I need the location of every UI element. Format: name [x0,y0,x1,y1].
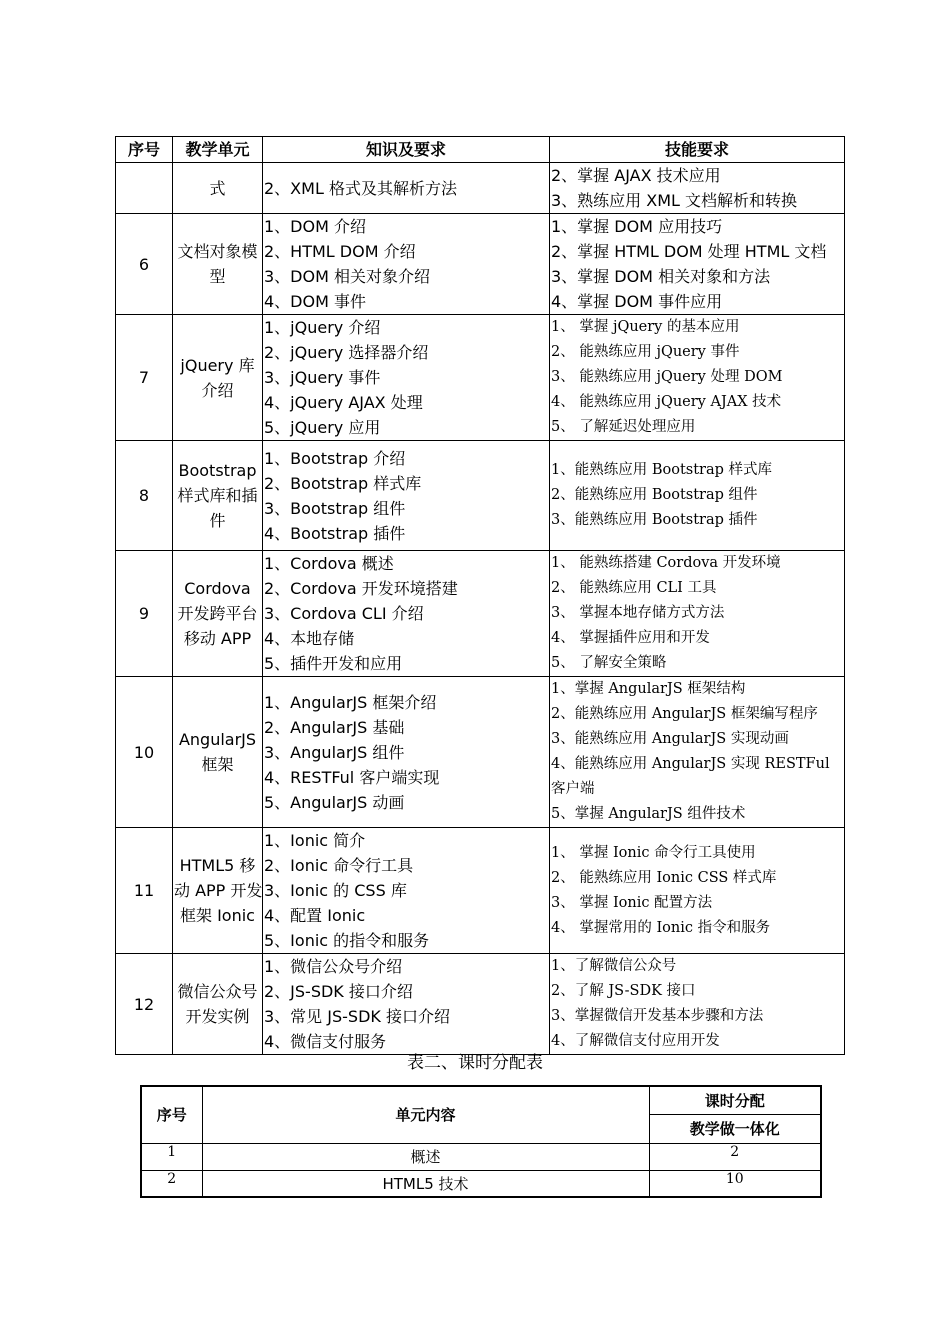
skills-cell [550,441,845,551]
knowledge-item: 5、jQuery 应用 [264,418,381,437]
row-number [116,163,173,214]
unit-line: 框架 [201,755,234,774]
header-skills: 技能要求 [550,137,845,163]
table-row [116,441,845,551]
table2-header-row [141,1086,821,1114]
knowledge-item: 3、jQuery 事件 [264,368,381,387]
skill-item: 3、熟练应用 XML 文档解析和转换 [551,191,798,210]
table-row [116,677,845,828]
skill-item: 4、掌握 DOM 事件应用 [551,292,723,311]
unit-line: 移动 APP [183,629,252,648]
table-row [116,163,845,214]
knowledge-item: 2、AngularJS 基础 [264,717,405,737]
knowledge-item: 4、jQuery AJAX 处理 [264,393,423,412]
knowledge-cell [263,551,550,677]
t2-hours: 10 [649,1170,821,1197]
knowledge-cell [263,315,550,441]
table-header-row [116,137,845,163]
unit-line: Bootstrap [178,461,257,480]
row-number: 11 [116,828,173,954]
t2-num: 1 [141,1143,202,1170]
skills-cell [550,163,845,214]
unit-cell [173,214,263,315]
skills-cell [550,551,845,677]
skill-item: 1、能熟练应用 Bootstrap 样式库 [551,462,773,478]
knowledge-item: 1、jQuery 介绍 [264,318,381,337]
knowledge-item: 3、Bootstrap 组件 [264,498,406,518]
knowledge-item: 2、HTML DOM 介绍 [264,242,416,261]
knowledge-cell [263,828,550,954]
unit-cell [173,677,263,828]
knowledge-cell [263,163,550,214]
unit-line: 件 [209,511,226,530]
unit-cell [173,441,263,551]
skill-item: 2、 能熟练应用 CLI 工具 [551,580,717,596]
skill-item: 5、 了解安全策略 [551,655,667,671]
skill-item: 3、能熟练应用 AngularJS 实现动画 [551,731,789,747]
knowledge-item: 1、Ionic 简介 [264,831,366,850]
knowledge-item: 2、Ionic 命令行工具 [264,856,414,875]
skill-item: 1、 掌握 Ionic 命令行工具使用 [551,844,756,861]
t2-header-content: 单元内容 [202,1086,649,1143]
row-number: 9 [116,551,173,677]
knowledge-item: 4、微信支付服务 [264,1032,387,1051]
knowledge-item: 4、配置 Ionic [264,906,366,925]
knowledge-item: 1、Cordova 概述 [264,554,394,573]
knowledge-cell [263,954,550,1055]
table2-caption: 表二、课时分配表 [407,1053,543,1073]
skill-item: 1、掌握 AngularJS 框架结构 [551,681,746,697]
knowledge-item: 4、本地存储 [264,629,355,648]
t2-content: 概述 [202,1143,649,1170]
skill-item: 1、 掌握 jQuery 的基本应用 [551,319,740,335]
unit-cell [173,954,263,1055]
skill-item: 3、掌握 DOM 相关对象和方法 [551,267,771,286]
table-row [116,828,845,954]
skills-cell [550,828,845,954]
skill-item: 2、 能熟练应用 Ionic CSS 样式库 [551,869,777,886]
knowledge-item: 2、JS-SDK 接口介绍 [264,982,413,1001]
unit-line: Cordova [184,579,251,598]
skill-item: 3、 掌握本地存储方式方法 [551,605,725,621]
skill-item: 3、 掌握 Ionic 配置方法 [551,894,713,911]
row-number: 7 [116,315,173,441]
skill-item: 3、 能熟练应用 jQuery 处理 DOM [551,369,783,385]
unit-line: AngularJS [178,730,257,749]
knowledge-item: 3、Ionic 的 CSS 库 [264,881,407,900]
knowledge-item: 3、Cordova CLI 介绍 [264,604,424,623]
unit-line: jQuery 库 [180,355,255,375]
unit-line: 介绍 [201,380,234,400]
table-row [116,954,845,1055]
unit-line: 开发跨平台 [177,604,258,623]
skill-item: 5、掌握 AngularJS 组件技术 [551,806,746,822]
skill-item: 2、 能熟练应用 jQuery 事件 [551,344,740,360]
skills-cell [550,315,845,441]
knowledge-item: 1、DOM 介绍 [264,217,366,236]
knowledge-item: 3、AngularJS 组件 [264,742,405,762]
unit-line: 式 [209,178,226,198]
knowledge-item: 1、微信公众号介绍 [264,957,403,976]
knowledge-item: 1、Bootstrap 介绍 [264,448,406,468]
unit-cell [173,551,263,677]
knowledge-item: 2、Cordova 开发环境搭建 [264,579,458,598]
skill-item: 4、了解微信支付应用开发 [551,1033,720,1049]
table-row [141,1143,821,1170]
row-number: 6 [116,214,173,315]
skill-item: 2、能熟练应用 Bootstrap 组件 [551,487,758,503]
knowledge-cell [263,214,550,315]
skill-item: 4、 掌握插件应用和开发 [551,630,710,646]
knowledge-item: 5、Ionic 的指令和服务 [264,931,430,950]
skill-item: 客户端 [551,781,595,797]
skill-item: 1、掌握 DOM 应用技巧 [551,217,723,236]
knowledge-item: 1、AngularJS 框架介绍 [264,692,437,712]
knowledge-cell [263,441,550,551]
knowledge-item: 5、AngularJS 动画 [264,792,405,812]
knowledge-cell [263,677,550,828]
t2-header-num: 序号 [141,1086,202,1143]
t2-hours: 2 [649,1143,821,1170]
table-row [116,315,845,441]
skill-item: 3、能熟练应用 Bootstrap 插件 [551,512,758,528]
unit-cell [173,163,263,214]
unit-line: 型 [209,267,226,286]
knowledge-item: 2、XML 格式及其解析方法 [264,178,457,198]
skill-item: 4、 掌握常用的 Ionic 指令和服务 [551,919,771,936]
skill-item: 1、了解微信公众号 [551,958,677,974]
skill-item: 4、能熟练应用 AngularJS 实现 RESTFul [551,756,830,772]
skill-item: 4、 能熟练应用 jQuery AJAX 技术 [551,394,782,410]
header-knowledge: 知识及要求 [263,137,550,163]
skill-item: 2、掌握 AJAX 技术应用 [551,166,721,185]
skill-item: 1、 能熟练搭建 Cordova 开发环境 [551,555,781,571]
knowledge-item: 3、常见 JS-SDK 接口介绍 [264,1007,450,1026]
skills-cell [550,214,845,315]
skill-item: 2、掌握 HTML DOM 处理 HTML 文档 [551,242,827,261]
hours-table [140,1085,822,1198]
unit-line: 微信公众号 [177,982,258,1001]
knowledge-item: 5、插件开发和应用 [264,654,403,673]
header-num: 序号 [116,137,173,163]
table-body [116,163,845,1055]
knowledge-item: 4、RESTFul 客户端实现 [264,767,440,787]
skill-item: 2、能熟练应用 AngularJS 框架编写程序 [551,706,818,722]
table-row [116,214,845,315]
table-row [116,551,845,677]
unit-line: 文档对象模 [177,242,258,261]
row-number: 12 [116,954,173,1055]
table-row [141,1170,821,1197]
unit-line: 框架 Ionic [180,906,255,925]
skill-item: 5、 了解延迟处理应用 [551,419,696,435]
unit-line: HTML5 移 [179,856,256,875]
row-number: 10 [116,677,173,828]
unit-cell [173,315,263,441]
skill-item: 2、了解 JS-SDK 接口 [551,983,696,999]
header-unit: 教学单元 [173,137,263,163]
skills-cell [550,954,845,1055]
t2-header-hours: 课时分配 [649,1086,821,1114]
t2-header-sub: 教学做一体化 [649,1114,821,1143]
skills-cell [550,677,845,828]
t2-num: 2 [141,1170,202,1197]
row-number: 8 [116,441,173,551]
knowledge-item: 4、Bootstrap 插件 [264,523,406,543]
t2-content: HTML5 技术 [202,1170,649,1197]
knowledge-item: 3、DOM 相关对象介绍 [264,267,430,286]
unit-line: 样式库和插 [177,486,258,505]
knowledge-item: 4、DOM 事件 [264,292,366,311]
knowledge-skills-table [115,136,845,1055]
knowledge-item: 2、jQuery 选择器介绍 [264,343,429,362]
unit-cell [173,828,263,954]
unit-line: 开发实例 [185,1007,250,1026]
unit-line: 动 APP 开发 [174,881,263,900]
skill-item: 3、掌握微信开发基本步骤和方法 [551,1008,764,1024]
knowledge-item: 2、Bootstrap 样式库 [264,473,422,493]
